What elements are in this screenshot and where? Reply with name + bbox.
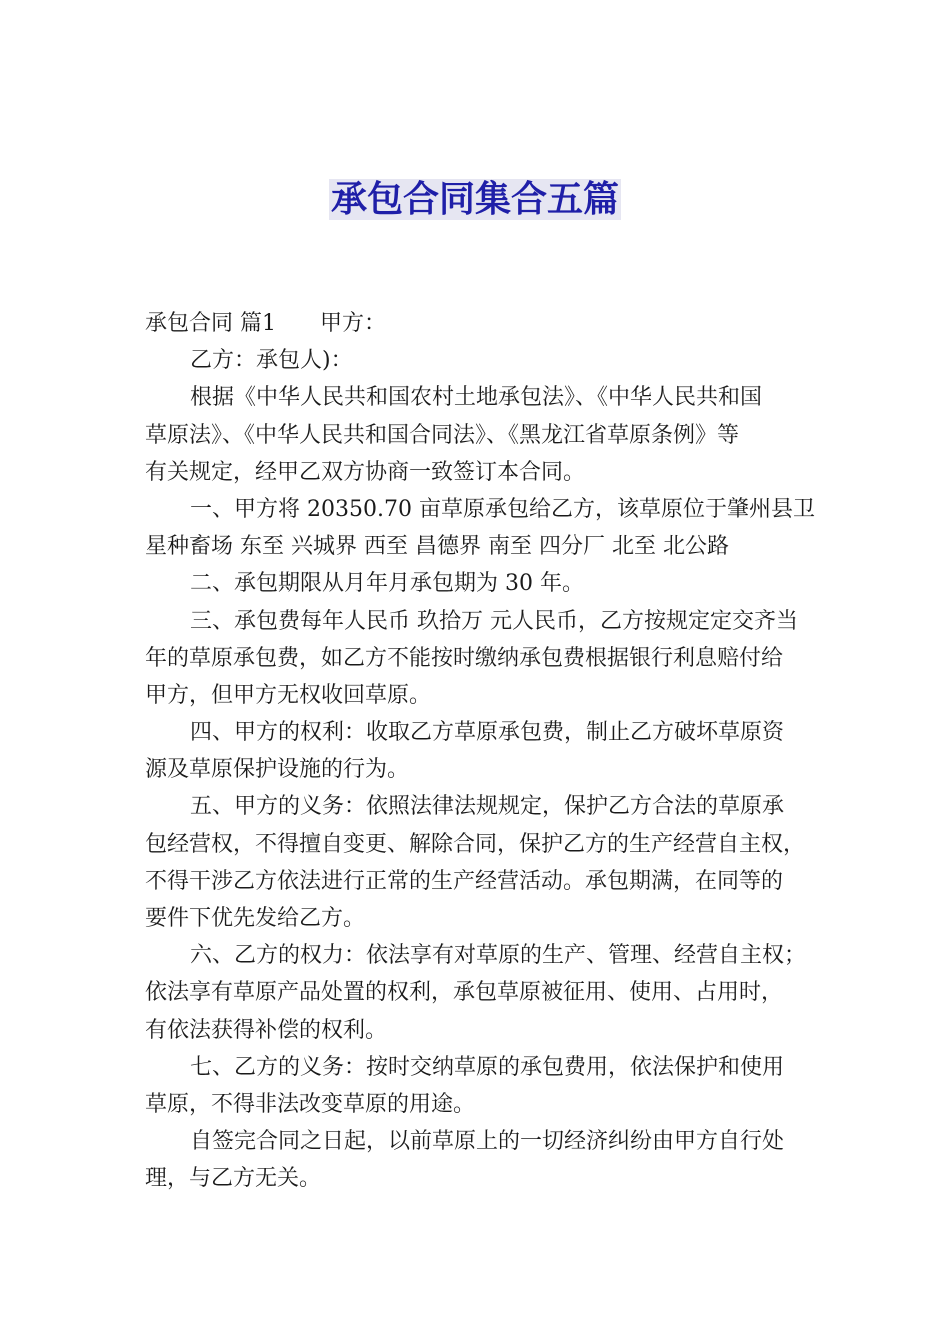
paragraph-line: 有关规定，经甲乙双方协商一致签订本合同。 — [145, 459, 586, 485]
paragraph-line: 要件下优先发给乙方。 — [145, 906, 366, 931]
party-a-label: 甲方： — [320, 311, 387, 336]
paragraph-line: 二、承包期限从月年月承包期为 30 年。 — [190, 571, 584, 597]
paragraph-line: 五、甲方的义务：依照法律法规规定，保护乙方合法的草原承 — [190, 794, 785, 820]
paragraph-line: 草原，不得非法改变草原的用途。 — [145, 1091, 476, 1117]
document-title — [0, 176, 950, 224]
paragraph-line: 依法享有草原产品处置的权利，承包草原被征用、使用、占用时， — [145, 980, 784, 1006]
paragraph-line: 六、乙方的权力：依法享有对草原的生产、管理、经营自主权； — [190, 943, 807, 969]
paragraph-line: 理，与乙方无关。 — [145, 1166, 322, 1192]
paragraph-line: 源及草原保护设施的行为。 — [145, 757, 410, 783]
paragraph-line: 三、承包费每年人民币 玖拾万 元人民币，乙方按规定定交齐当 — [190, 608, 798, 634]
paragraph-line: 一、甲方将 20350.70 亩草原承包给乙方，该草原位于肇州县卫 — [190, 496, 815, 522]
header-line — [145, 305, 810, 342]
paragraph-line: 有依法获得补偿的权利。 — [145, 1017, 388, 1043]
paragraph-line: 根据《中华人民共和国农村土地承包法》、《中华人民共和国 — [190, 385, 763, 411]
paragraph-line: 不得干涉乙方依法进行正常的生产经营活动。承包期满，在同等的 — [145, 868, 784, 894]
document-body — [145, 305, 815, 1198]
paragraph-line: 四、甲方的权利：收取乙方草原承包费，制止乙方破坏草原资 — [190, 720, 785, 746]
paragraph-line: 甲方，但甲方无权收回草原。 — [145, 682, 432, 708]
paragraph-line: 包经营权，不得擅自变更、解除合同，保护乙方的生产经营自主权， — [145, 831, 806, 857]
paragraph-line: 乙方：承包人)： — [190, 348, 353, 374]
document-title-text: 承包合同集合五篇 — [330, 179, 619, 220]
paragraph-line: 星种畜场 东至 兴城界 西至 昌德界 南至 四分厂 北至 北公路 — [145, 534, 729, 560]
paragraph-line: 草原法》、《中华人民共和国合同法》、《黑龙江省草原条例》等 — [145, 422, 740, 448]
paragraph-line: 自签完合同之日起，以前草原上的一切经济纠纷由甲方自行处 — [190, 1129, 785, 1155]
section-heading: 承包合同 篇1 — [145, 311, 276, 336]
paragraph-line: 七、乙方的义务：按时交纳草原的承包费用，依法保护和使用 — [190, 1054, 785, 1080]
paragraph-line: 年的草原承包费，如乙方不能按时缴纳承包费根据银行利息赔付给 — [145, 645, 784, 671]
